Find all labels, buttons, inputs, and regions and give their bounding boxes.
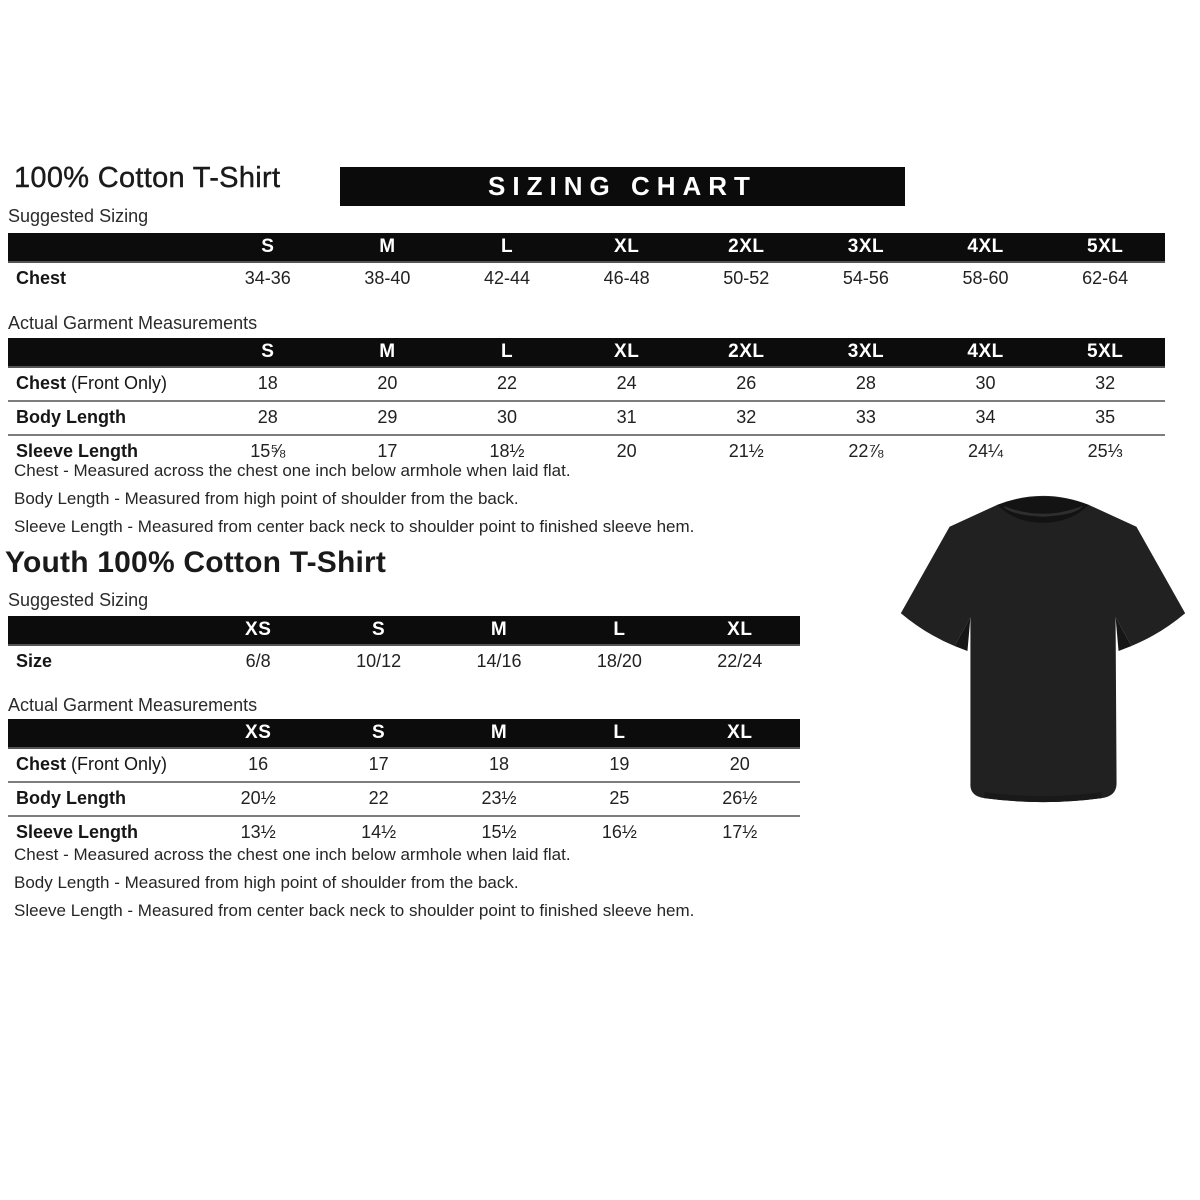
size-column-header: 2XL bbox=[687, 233, 807, 262]
size-column-header: 4XL bbox=[926, 338, 1046, 367]
size-column-header: 5XL bbox=[1045, 233, 1165, 262]
sizing-chart-banner: SIZING CHART bbox=[340, 167, 905, 206]
table-row-body-length bbox=[8, 782, 800, 816]
cell-value: 42-44 bbox=[484, 268, 531, 288]
size-column-header: S bbox=[318, 616, 438, 645]
note-sleeve-length: Sleeve Length - Measured from center back neck to shoulder point to finished sleeve hem. bbox=[14, 901, 695, 920]
row-label: Sleeve Length bbox=[16, 822, 139, 842]
cell-value: 14/16 bbox=[476, 651, 522, 671]
cell-value: 34-36 bbox=[244, 268, 291, 288]
size-column-header: XL bbox=[567, 233, 687, 262]
cell-value: 22 bbox=[368, 788, 389, 808]
cell-value: 18 bbox=[257, 373, 278, 393]
cell-value: 32 bbox=[1095, 373, 1116, 393]
cell-value: 50-52 bbox=[723, 268, 770, 288]
size-column-header: S bbox=[208, 233, 328, 262]
cell-value: 18 bbox=[488, 754, 509, 774]
cell-value: 17 bbox=[377, 441, 398, 461]
size-column-header: L bbox=[559, 719, 679, 748]
size-column-header: M bbox=[439, 719, 559, 748]
size-header-row bbox=[8, 233, 1165, 262]
youth-actual-measurements-label: Actual Garment Measurements bbox=[8, 695, 258, 715]
cell-value: 20 bbox=[616, 441, 637, 461]
row-label: Chest (Front Only) bbox=[16, 754, 168, 774]
row-label: Body Length bbox=[16, 788, 126, 808]
row-label: Size bbox=[16, 651, 53, 671]
cell-value: 33 bbox=[855, 407, 876, 427]
table-row bbox=[8, 645, 800, 678]
cell-value: 18½ bbox=[489, 441, 525, 461]
adult-measurement-notes bbox=[14, 457, 694, 541]
cell-value: 17 bbox=[368, 754, 389, 774]
size-column-header: 4XL bbox=[926, 233, 1046, 262]
youth-measurement-notes bbox=[14, 841, 694, 925]
cell-value: 23½ bbox=[481, 788, 517, 808]
row-label: Chest (Front Only) bbox=[16, 373, 168, 393]
size-header-row bbox=[8, 719, 800, 748]
cell-value: 54-56 bbox=[842, 268, 889, 288]
table-row-chest bbox=[8, 367, 1165, 401]
cell-value: 20½ bbox=[240, 788, 276, 808]
cell-value: 25 bbox=[609, 788, 630, 808]
size-column-header: S bbox=[208, 338, 328, 367]
cell-value: 35 bbox=[1095, 407, 1116, 427]
size-column-header: XS bbox=[198, 616, 318, 645]
cell-value: 19 bbox=[609, 754, 630, 774]
size-column-header: XL bbox=[680, 616, 800, 645]
cell-value: 26 bbox=[736, 373, 757, 393]
cell-value: 6/8 bbox=[245, 651, 271, 671]
cell-value: 15½ bbox=[481, 822, 517, 842]
size-column-header: 3XL bbox=[806, 233, 926, 262]
row-label: Sleeve Length bbox=[16, 441, 139, 461]
table-row-body-length bbox=[8, 401, 1165, 435]
note-sleeve-length: Sleeve Length - Measured from center back neck to shoulder point to finished sleeve hem. bbox=[14, 517, 695, 536]
size-column-header: 5XL bbox=[1045, 338, 1165, 367]
cell-value: 31 bbox=[616, 407, 637, 427]
youth-suggested-sizing-label: Suggested Sizing bbox=[8, 590, 149, 610]
cell-value: 24 bbox=[616, 373, 637, 393]
cell-value: 16½ bbox=[601, 822, 637, 842]
size-column-header: XS bbox=[198, 719, 318, 748]
black-tshirt-image bbox=[893, 477, 1193, 815]
size-column-header: S bbox=[318, 719, 438, 748]
cell-value: 38-40 bbox=[364, 268, 411, 288]
cell-value: 62-64 bbox=[1082, 268, 1129, 288]
header-empty-cell bbox=[8, 616, 198, 645]
cell-value: 32 bbox=[736, 407, 757, 427]
cell-value: 30 bbox=[497, 407, 518, 427]
header-empty-cell bbox=[8, 338, 208, 367]
row-label: Chest bbox=[16, 268, 67, 288]
table-row bbox=[8, 262, 1165, 295]
cell-value: 46-48 bbox=[603, 268, 650, 288]
cell-value: 20 bbox=[377, 373, 398, 393]
cell-value: 10/12 bbox=[356, 651, 402, 671]
page-title: 100% Cotton T-Shirt bbox=[14, 162, 281, 194]
size-column-header: 3XL bbox=[806, 338, 926, 367]
youth-actual-measurements-table bbox=[8, 719, 800, 849]
cell-value: 22/24 bbox=[717, 651, 763, 671]
note-chest: Chest - Measured across the chest one inch below armhole when laid flat. bbox=[14, 845, 571, 864]
cell-value: 16 bbox=[248, 754, 269, 774]
cell-value: 29 bbox=[377, 407, 398, 427]
note-body-length: Body Length - Measured from high point of shoulder from the back. bbox=[14, 873, 519, 892]
size-column-header: M bbox=[328, 338, 448, 367]
size-column-header: XL bbox=[680, 719, 800, 748]
cell-value: 22 bbox=[497, 373, 518, 393]
cell-value: 15⅝ bbox=[250, 441, 286, 461]
size-column-header: L bbox=[559, 616, 679, 645]
cell-value: 18/20 bbox=[596, 651, 642, 671]
youth-section-title: Youth 100% Cotton T-Shirt bbox=[5, 546, 387, 579]
cell-value: 30 bbox=[975, 373, 996, 393]
adult-actual-measurements-table bbox=[8, 338, 1165, 468]
cell-value: 21½ bbox=[728, 441, 764, 461]
cell-value: 22⅞ bbox=[848, 441, 884, 461]
cell-value: 13½ bbox=[240, 822, 276, 842]
cell-value: 58-60 bbox=[962, 268, 1009, 288]
size-column-header: XL bbox=[567, 338, 687, 367]
size-header-row bbox=[8, 616, 800, 645]
size-header-row bbox=[8, 338, 1165, 367]
cell-value: 26½ bbox=[722, 788, 758, 808]
cell-value: 14½ bbox=[361, 822, 397, 842]
note-chest: Chest - Measured across the chest one inch below armhole when laid flat. bbox=[14, 461, 571, 480]
size-column-header: M bbox=[439, 616, 559, 645]
cell-value: 24¼ bbox=[968, 441, 1004, 461]
adult-suggested-sizing-table bbox=[8, 233, 1165, 295]
cell-value: 20 bbox=[729, 754, 750, 774]
header-empty-cell bbox=[8, 233, 208, 262]
note-body-length: Body Length - Measured from high point of shoulder from the back. bbox=[14, 489, 519, 508]
size-column-header: M bbox=[328, 233, 448, 262]
header-empty-cell bbox=[8, 719, 198, 748]
size-column-header: L bbox=[447, 233, 567, 262]
size-column-header: L bbox=[447, 338, 567, 367]
table-row-chest bbox=[8, 748, 800, 782]
cell-value: 28 bbox=[257, 407, 278, 427]
cell-value: 28 bbox=[855, 373, 876, 393]
youth-suggested-sizing-table bbox=[8, 616, 800, 678]
adult-actual-measurements-label: Actual Garment Measurements bbox=[8, 313, 258, 333]
adult-suggested-sizing-label: Suggested Sizing bbox=[8, 206, 149, 226]
cell-value: 25⅓ bbox=[1087, 441, 1123, 461]
cell-value: 17½ bbox=[722, 822, 758, 842]
size-column-header: 2XL bbox=[687, 338, 807, 367]
cell-value: 34 bbox=[975, 407, 996, 427]
row-label: Body Length bbox=[16, 407, 126, 427]
